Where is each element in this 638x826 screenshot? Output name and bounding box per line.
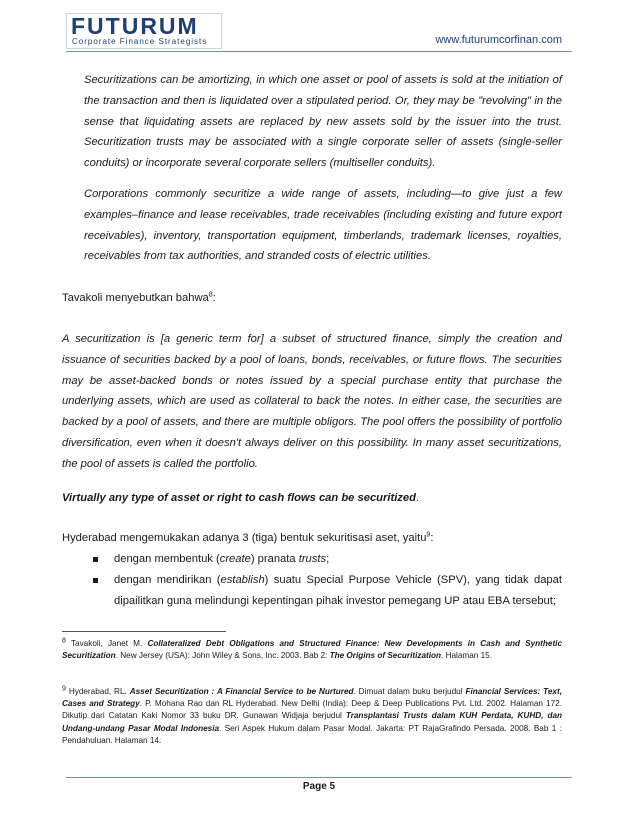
bullet1-trusts: trusts	[298, 553, 327, 565]
footnote-8-title: Collateralized Debt Obligations and Structured Finance: New Developments in Cash and Synthetic Securitization	[62, 639, 562, 661]
tavakoli-intro-text: Tavakoli menyebutkan bahwa	[62, 292, 209, 304]
footnote-ref-9[interactable]: 9	[426, 531, 431, 539]
logo-tagline: Corporate Finance Strategists	[72, 37, 208, 46]
footnote-9-book-2: Transplantasi Trusts dalam KUH Perdata, KUHD, dan Undang-undang Pasar Modal Indonesia	[62, 711, 562, 733]
quote-securitization-types: Securitizations can be amortizing, in which one asset or pool of assets is sold at the initiation of the transaction and then is liquidated over a stipulated period. Or, they may be "revolving" in the sense that liquidating assets are replaced by new assets sold by the issuer into the trust. Securitization trusts may be associated with a single corporate seller of assets (single-seller conduits) or incorporate several corporate sellers (multiseller conduits).	[84, 74, 562, 170]
page-number: Page 5	[302, 781, 336, 792]
footnote-separator	[62, 631, 226, 632]
bullet2-text-c: ) suatu Special Purpose Vehicle (SPV), yang tidak dapat dipailitkan guna melindungi kepentingan pihak investor pemegang UP atau EBA tersebut;	[114, 574, 562, 607]
footnote-8-publisher: . New Jersey (USA): John Wiley & Sons, Inc. 2003. Bab 2:	[115, 651, 330, 661]
bullet2-text-a: dengan mendirikan (	[114, 574, 221, 586]
footnote-9-number: 9	[62, 685, 66, 693]
footer-divider	[66, 777, 572, 778]
emphasis-text: Virtually any type of asset or right to cash flows can be securitized	[62, 492, 416, 504]
footnote-8-number: 8	[62, 637, 66, 645]
tavakoli-intro-colon: :	[212, 292, 216, 304]
footnote-9-title: Asset Securitization : A Financial Service to be Nurtured	[129, 687, 354, 696]
footnote-8-end: . Halaman 15.	[441, 651, 492, 661]
quote-securitized-assets: Corporations commonly securitize a wide range of assets, including—to give just a few examples–finance and lease receivables, trade receivables (including existing and future export receivables), inventory, transportation equipment, timberlands, trademark licenses, royalties, receivables from tax authorities, and stranded costs of electric utilities.	[84, 188, 562, 263]
footnote-9-book: Financial Services: Text, Cases and Strategy	[62, 687, 562, 709]
website-url[interactable]: www.futurumcorfinan.com	[435, 34, 562, 46]
footnote-9-end: . Seri Aspek Hukum dalam Pasar Modal. Jakarta: PT RajaGrafindo Persada. 2008. Bab 1 : Pendahuluan. Halaman 14.	[62, 723, 562, 745]
bullet1-create: create	[219, 553, 251, 565]
footnote-9-publisher: . Dimuat dalam buku berjudul	[353, 687, 466, 696]
hyderabad-intro-colon: :	[430, 532, 434, 544]
quote-securitization-definition: A securitization is [a generic term for] a subset of structured finance, simply the creation and issuance of securities backed by a pool of loans, bonds, receivables, or future flows. The securities may be asset-backed bonds or notes issued by a special purchase entity that purchase the underlying assets, which are used as collateral to back the notes. In either case, the securities are backed by a pool of assets, and there are multiple obligors. The pool offers the possibility of portfolio diversification, even when it doesn't always deliver on this possibility. In many asset securitizations, the pool of assets is called the portfolio.	[62, 333, 562, 470]
bullet2-establish: establish	[220, 574, 265, 586]
footnote-8-author: Tavakoli, Janet M.	[65, 639, 148, 648]
bullet-item-trusts	[96, 549, 562, 570]
header-divider	[66, 51, 572, 52]
footnote-8-chapter: The Origins of Securitization	[329, 651, 442, 661]
emphasis-line	[62, 488, 562, 509]
bullet1-text-e: ;	[326, 553, 330, 565]
footnote-ref-8[interactable]: 8	[208, 291, 213, 299]
bullet-item-spv	[96, 570, 562, 612]
futurum-logo	[66, 13, 222, 49]
hyderabad-intro-text: Hyderabad mengemukakan adanya 3 (tiga) bentuk sekuritisasi aset, yaitu	[62, 532, 427, 544]
bullet1-text-c: ) pranata	[250, 553, 299, 565]
tavakoli-intro	[62, 288, 562, 309]
emphasis-period: .	[415, 492, 420, 504]
hyderabad-intro	[62, 528, 562, 549]
footnote-8	[62, 638, 562, 662]
logo-wordmark: FUTURUM	[71, 13, 199, 39]
footnote-9-publisher-2: . P. Mohana Rao dan RL Hyderabad. New Delhi (India): Deep & Deep Publications Pvt. Ltd. 2002. Halaman 172. Dikutip dari Catatan Kaki Nomor 33 buku DR. Gunawan Widjaja berjudul	[62, 699, 562, 721]
footnote-9-author: Hyderabad, RL.	[65, 687, 130, 696]
bullet1-text-a: dengan membentuk (	[114, 553, 220, 565]
footnote-9	[62, 686, 562, 747]
